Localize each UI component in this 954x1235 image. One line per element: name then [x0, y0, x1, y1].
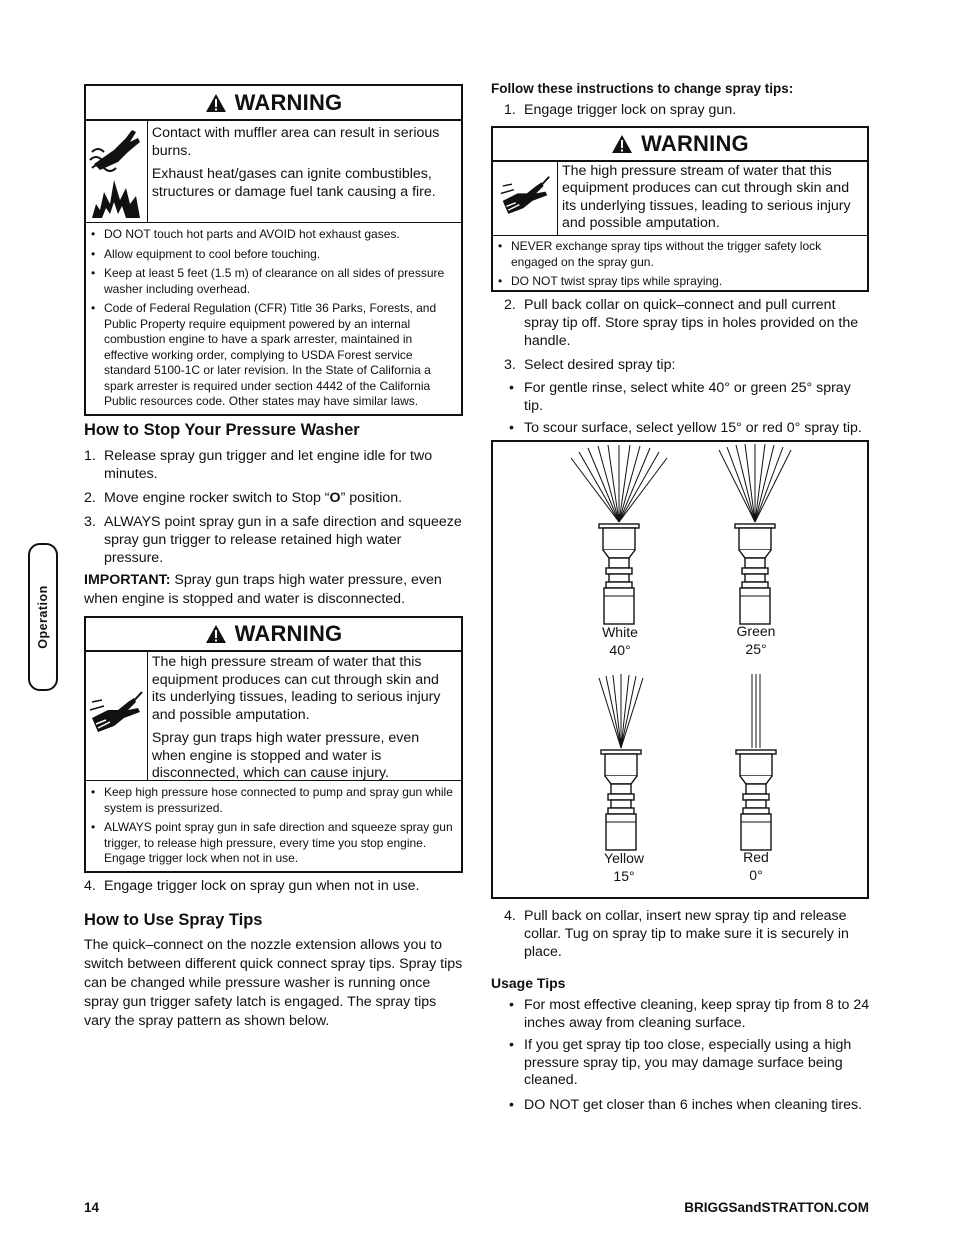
- tip-bullets: [491, 380, 871, 438]
- injection-hazard-icon: [499, 173, 551, 225]
- warning-triangle-icon: [611, 134, 633, 154]
- left-step-4: [71, 877, 464, 895]
- side-tab: [28, 543, 58, 691]
- warning-header: [86, 86, 461, 121]
- usage-section: [491, 907, 871, 1119]
- warning-bullet: • Code of Federal Regulation (CFR) Title 36 Parks, Forests, and Public Property require equipment powered by an internal combustion engine to have a spark arrester, maintained in effective working order, complying to USDA Forest service standard 5100-1C or later revision. In the State of California a spark arrester is required under section 4442 of the California Public resources code. Other states may have similar laws.: [90, 301, 455, 410]
- change-tips-heading: Follow these instructions to change spray tips:: [491, 81, 794, 96]
- warning-header: [86, 618, 461, 652]
- spray-tips-drawing: [493, 442, 867, 897]
- warning-icons: [493, 162, 558, 235]
- change-step-4: [491, 907, 871, 961]
- stop-step-1: 1. Release spray gun trigger and let engine idle for two minutes.: [84, 448, 433, 482]
- footer-site: BRIGGSandSTRATTON.COM: [684, 1200, 869, 1215]
- warning-bullets: [493, 236, 867, 298]
- spray-paragraph: The quick–connect on the nozzle extension allows you to switch between different quick connect spray tips. Spray tips can be changed while pressure washer is running once spray gun trigger safety latch is engaged. The spray tips vary the spray pattern as shown below.: [84, 937, 463, 1029]
- tip-bullet: • To scour surface, select yellow 15° or red 0° spray tip.: [491, 420, 871, 438]
- change-step-1-item: 1. Engage trigger lock on spray gun.: [504, 102, 737, 118]
- warning-body: [86, 652, 461, 781]
- warning-text: [148, 121, 461, 222]
- warning-text-1: The high pressure stream of water that this equipment produces can cut through skin and its underlying tissues, leading to serious injury and possible amputation.: [151, 654, 441, 723]
- warning-triangle-icon: [205, 93, 227, 113]
- left-step-4-item: 4. Engage trigger lock on spray gun when not in use.: [84, 878, 420, 894]
- warning-bullet: • Keep at least 5 feet (1.5 m) of clearance on all sides of pressure washer including overhead.: [90, 266, 455, 297]
- warning-text-1: Contact with muffler area can result in serious burns.: [151, 125, 440, 159]
- warning-bullet: • Keep high pressure hose connected to pump and spray gun while system is pressurized.: [90, 785, 455, 816]
- warning-bullets: [86, 223, 461, 418]
- warning-icons: [86, 652, 148, 780]
- change-step-3: 3. Select desired spray tip:: [504, 357, 676, 373]
- stop-step-2: 2. Move engine rocker switch to Stop “O” position.: [84, 490, 403, 506]
- usage-bullet: • If you get spray tip too close, especially using a high pressure spray tip, you may damage surface being cleaned.: [491, 1037, 871, 1090]
- change-tips-section: [491, 81, 871, 125]
- warning-bullets: [86, 781, 461, 875]
- change-step-1: [491, 101, 871, 119]
- change-steps: [491, 296, 871, 374]
- page-number: 14: [84, 1200, 100, 1215]
- spray-section: [84, 877, 464, 1031]
- warning-bullet: • ALWAYS point spray gun in safe direction and squeeze spray gun trigger, to release high pressure, every time you stop engine. Engage trigger lock when not in use.: [90, 820, 455, 867]
- tip-label-yellow: Yellow 15°: [604, 850, 644, 884]
- warning-text: [148, 652, 461, 780]
- warning-text-2: Exhaust heat/gases can ignite combustibles, structures or damage fuel tank causing a fire.: [151, 166, 436, 200]
- red-0-spray-icon: [736, 674, 776, 850]
- tip-label-white: White 40°: [602, 624, 638, 658]
- stop-step-3: 3. ALWAYS point spray gun in a safe direction and squeeze spray gun trigger to release retained high water pressure.: [84, 514, 462, 566]
- important-note: IMPORTANT: Spray gun traps high water pressure, even when engine is stopped and water is disconnected.: [84, 572, 442, 607]
- usage-bullet: • For most effective cleaning, keep spray tip from 8 to 24 inches away from cleaning surface.: [491, 997, 871, 1032]
- white-40-spray-icon: [571, 445, 667, 624]
- warning-box-spray-tips: [491, 126, 869, 292]
- warning-title: WARNING: [234, 89, 343, 115]
- warning-box-pressure: [84, 616, 463, 873]
- warning-title: WARNING: [234, 621, 343, 646]
- spray-tips-figure: [491, 440, 869, 899]
- fire-icon: [88, 174, 144, 220]
- warning-box-muffler: [84, 84, 463, 416]
- warning-bullet: • NEVER exchange spray tips without the trigger safety lock engaged on the spray gun.: [497, 239, 861, 270]
- warning-title: WARNING: [641, 131, 749, 156]
- stop-section: [84, 421, 464, 609]
- tip-bullet: • For gentle rinse, select white 40° or green 25° spray tip.: [491, 380, 871, 415]
- warning-bullet: • DO NOT twist spray tips while spraying.: [497, 274, 861, 290]
- warning-icons: [86, 121, 148, 222]
- warning-body: [86, 121, 461, 223]
- green-25-spray-icon: [719, 444, 791, 624]
- injection-hazard-icon: [88, 688, 144, 744]
- tip-label-green: Green 25°: [736, 623, 776, 657]
- change-step-4-item: 4. Pull back on collar, insert new spray tip and release collar. Tug on spray tip to make sure it is securely in place.: [504, 908, 849, 960]
- tip-label-red: Red 0°: [743, 849, 769, 883]
- usage-heading: Usage Tips: [491, 975, 566, 991]
- warning-text-1: The high pressure stream of water that this equipment produces can cut through skin and its underlying tissues, leading to serious injury and possible amputation.: [562, 163, 851, 231]
- warning-text: [558, 162, 866, 235]
- side-tab-label: Operation: [36, 585, 51, 649]
- yellow-15-spray-icon: [599, 674, 643, 850]
- usage-bullets: [491, 997, 871, 1114]
- usage-bullet: • DO NOT get closer than 6 inches when cleaning tires.: [491, 1097, 871, 1115]
- burn-hand-icon: [88, 124, 144, 174]
- warning-bullet: • Allow equipment to cool before touching.: [90, 247, 455, 263]
- change-steps-cont: [491, 296, 871, 443]
- stop-steps: [71, 447, 464, 567]
- stop-heading: How to Stop Your Pressure Washer: [84, 421, 360, 439]
- warning-text-2: Spray gun traps high water pressure, even when engine is stopped and water is disconnected, which can cause injury.: [151, 730, 420, 781]
- warning-header: [493, 128, 867, 162]
- warning-bullet: • DO NOT touch hot parts and AVOID hot exhaust gases.: [90, 227, 455, 243]
- change-step-2: 2. Pull back collar on quick–connect and pull current spray tip off. Store spray tips in holes provided on the handle.: [504, 297, 859, 349]
- warning-body: [493, 162, 867, 236]
- warning-triangle-icon: [205, 624, 227, 644]
- spray-heading: How to Use Spray Tips: [84, 911, 263, 929]
